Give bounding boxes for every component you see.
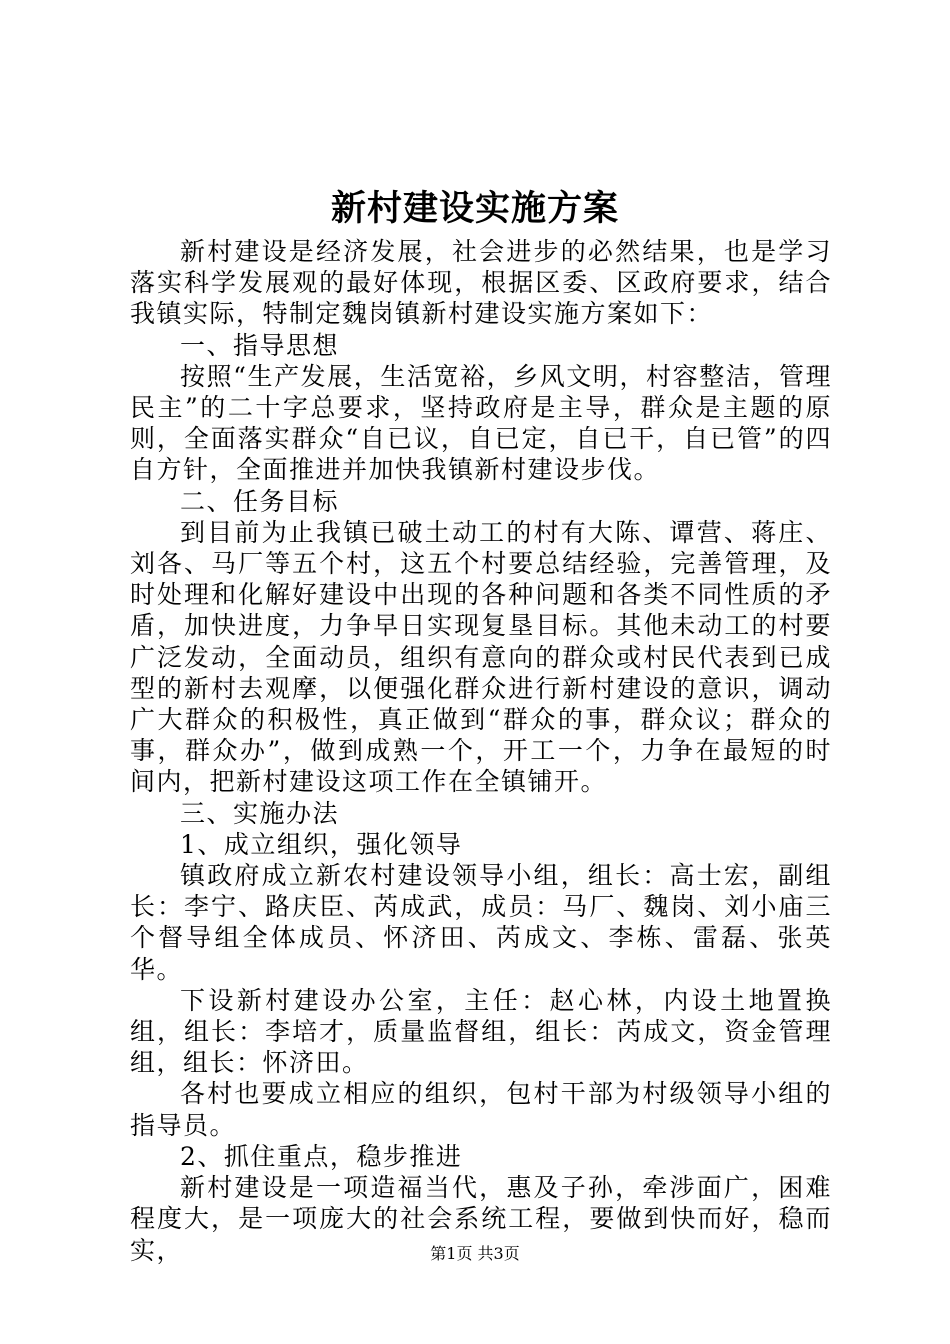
task-goals-paragraph: 到目前为止我镇已破土动工的村有大陈、谭营、蒋庄、刘各、马厂等五个村，这五个村要总结经验，完善管理，及时处理和化解好建设中出现的各种问题和各类不同性质的矛盾，加快进度，力争早日实现复垦目标。其他未动工的村要广泛发动，全面动员，组织有意向的群众或村民代表到已成型的新村去观摩，以便强化群众进行新村建设的意识，调动广大群众的积极性，真正做到“群众的事，群众议；群众的事，群众办”，做到成熟一个，开工一个，力争在最短的时间内，把新村建设这项工作在全镇铺开。 [130, 517, 832, 797]
document-title: 新村建设实施方案 [330, 188, 619, 229]
section-heading-implementation: 三、实施办法 [180, 798, 340, 828]
document-body [130, 236, 832, 1266]
section-heading-task-goals: 二、任务目标 [180, 486, 340, 516]
village-organization-paragraph: 各村也要成立相应的组织，包村干部为村级领导小组的指导员。 [130, 1079, 832, 1140]
subheading-key-points: 2、抓住重点，稳步推进 [180, 1141, 463, 1171]
key-points-paragraph: 新村建设是一项造福当代，惠及子孙，牵涉面广，困难程度大，是一项庞大的社会系统工程，要做到快而好，稳而实， [130, 1173, 832, 1265]
leadership-group-paragraph: 镇政府成立新农村建设领导小组，组长：高士宏，副组长：李宁、路庆臣、芮成武，成员：马厂、魏岗、刘小庙三个督导组全体成员、怀济田、芮成文、李栋、雷磊、张英华。 [130, 861, 832, 984]
section-heading-guiding-ideology: 一、指导思想 [180, 330, 340, 360]
intro-paragraph: 新村建设是经济发展，社会进步的必然结果，也是学习落实科学发展观的最好体现，根据区委、区政府要求，结合我镇实际，特制定魏岗镇新村建设实施方案如下： [130, 237, 832, 329]
page-footer: 第1页 共3页 [430, 1244, 520, 1263]
guiding-ideology-paragraph: 按照“生产发展，生活宽裕，乡风文明，村容整洁，管理民主”的二十字总要求，坚持政府是主导，群众是主题的原则，全面落实群众“自已议，自已定，自已干，自已管”的四自方针，全面推进并加快我镇新村建设步伐。 [130, 361, 832, 485]
subheading-organization: 1、成立组织，强化领导 [180, 829, 463, 859]
office-paragraph: 下设新村建设办公室，主任：赵心林，内设土地置换组，组长：李培才，质量监督组，组长：芮成文，资金管理组，组长：怀济田。 [130, 985, 832, 1078]
